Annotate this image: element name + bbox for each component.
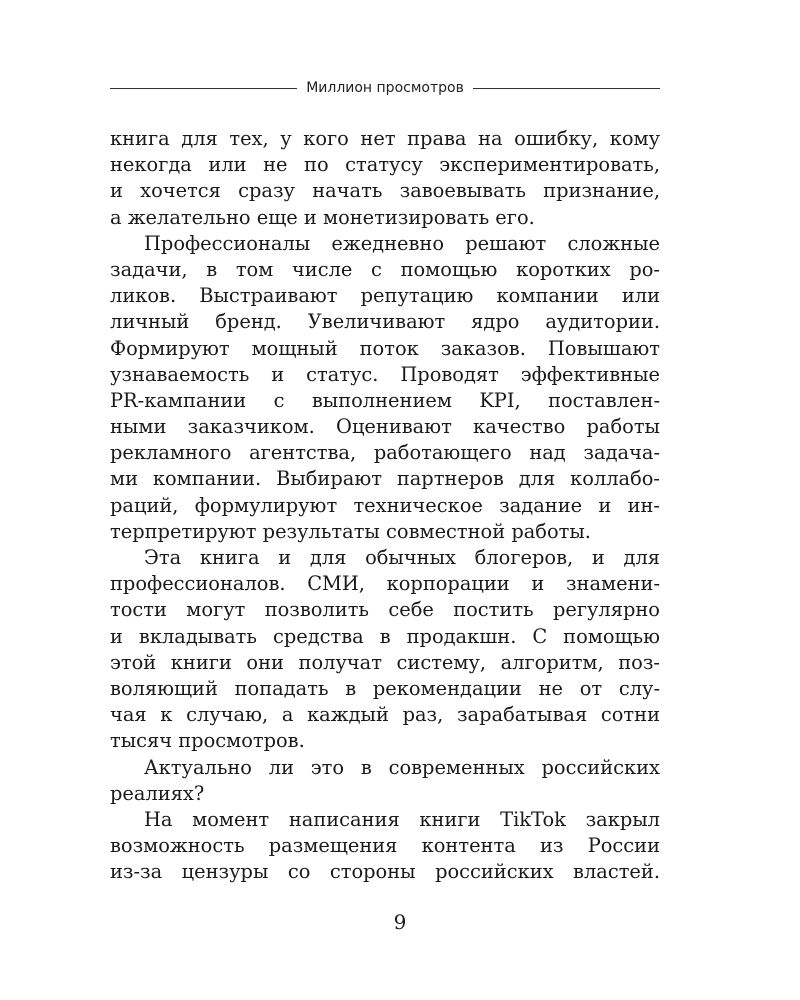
text-line: узнаваемость и статус. Проводят эффективные [110, 362, 660, 386]
header-title: Миллион просмотров [306, 80, 464, 96]
text-line: воляющий попадать в рекомендации не от слу- [110, 676, 660, 700]
page-number: 9 [393, 910, 407, 934]
text-line: задачи, в том числе с помощью коротких ро- [110, 257, 660, 281]
text-line: а желательно еще и монетизировать его. [110, 205, 535, 229]
body-text [110, 126, 660, 885]
text-line: некогда или не по статусу экспериментировать, [110, 153, 660, 177]
text-line: PR-кампании с выполнением KPI, поставлен- [110, 388, 660, 412]
text-line: На момент написания книги TikTok закрыл [144, 807, 660, 831]
text-line: тысяч просмотров. [110, 729, 305, 753]
text-line: Эта книга и для обычных блогеров, и для [144, 546, 660, 569]
text-line: личный бренд. Увеличивают ядро аудитории. [110, 310, 660, 334]
running-header [110, 78, 660, 98]
text-line: Профессионалы ежедневно решают сложные [144, 231, 660, 255]
text-line: книга для тех, у кого нет права на ошибку, кому [110, 127, 660, 150]
text-line: ми компании. Выбирают партнеров для коллабо- [110, 467, 660, 491]
text-line: и хочется сразу начать завоевывать признание, [110, 179, 660, 203]
text-line: профессионалов. СМИ, корпорации и знамени- [110, 572, 660, 596]
text-line: раций, формулируют техническое задание и ин- [110, 493, 660, 517]
text-line: тости могут позволить себе постить регулярно [110, 598, 660, 622]
text-line: терпретируют результаты совместной работы. [110, 519, 591, 543]
text-line: этой книги они получат систему, алгоритм, поз- [110, 650, 660, 674]
text-line: и вкладывать средства в продакшн. С помощью [110, 624, 660, 648]
header-rule-left [110, 88, 297, 89]
text-line: возможность размещения контента из России [110, 834, 660, 858]
text-line: ными заказчиком. Оценивают качество работы [110, 415, 660, 439]
text-line: реалиях? [110, 781, 205, 805]
text-line: рекламного агентства, работающего над задача- [110, 441, 660, 465]
text-line: чая к случаю, а каждый раз, зарабатывая сотни [110, 703, 660, 727]
text-line: Актуально ли это в современных российских [144, 755, 660, 779]
text-line: Формируют мощный поток заказов. Повышают [110, 336, 660, 360]
text-line: ликов. Выстраивают репутацию компании или [110, 284, 660, 308]
text-line: из-за цензуры со стороны российских властей. [110, 860, 660, 884]
header-rule-right [473, 88, 660, 89]
